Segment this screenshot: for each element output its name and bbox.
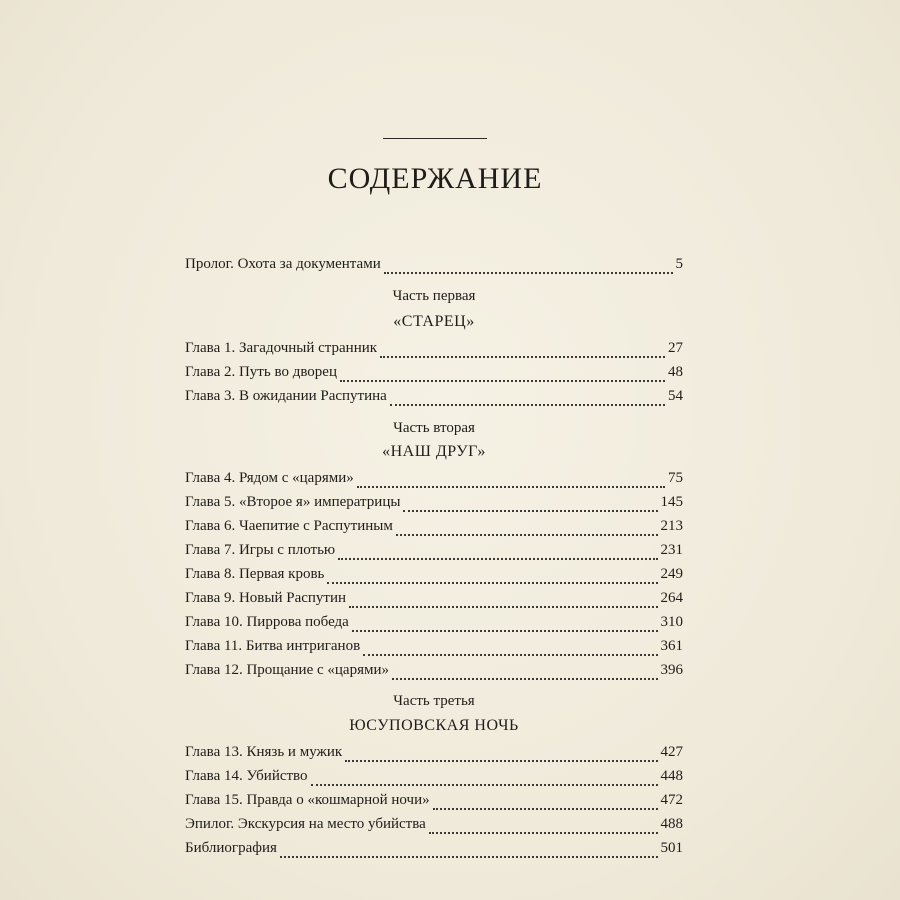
toc-entry-label: Глава 2. Путь во дворец [185,364,337,380]
dot-leader [280,855,658,858]
toc-entry-label: Глава 1. Загадочный странник [185,340,378,356]
toc-entry-label: Глава 8. Первая кровь [185,566,325,582]
toc-entry-page: 361 [660,638,683,654]
dot-leader [327,581,657,584]
toc-entry-chapter-2[interactable] [185,364,683,388]
toc-entry-page: 231 [660,542,683,558]
part-heading: Часть вторая [393,420,475,436]
toc-entry-chapter-9[interactable] [185,590,683,614]
dot-leader [396,533,658,536]
toc-entry-page: 249 [660,566,683,582]
toc-entry-page: 427 [660,744,683,760]
part-title: «СТАРЕЦ» [393,313,475,330]
toc-entry-label: Глава 5. «Второе я» императрицы [185,494,401,510]
toc-entry-chapter-6[interactable] [185,518,683,542]
dot-leader [390,403,665,406]
toc-entry-chapter-12[interactable] [185,662,683,686]
toc-entry-chapter-14[interactable] [185,768,683,792]
toc-entry-label: Библиография [185,840,277,856]
dot-leader [340,379,665,382]
toc-entry-label: Глава 11. Битва интриганов [185,638,361,654]
toc-entry-page: 27 [668,340,683,356]
toc-entry-chapter-13[interactable] [185,744,683,768]
part-title: «НАШ ДРУГ» [382,443,486,460]
dot-leader [352,629,658,632]
toc-entry-page: 472 [660,792,683,808]
toc-entry-page: 501 [660,840,683,856]
toc-entry-chapter-7[interactable] [185,542,683,566]
toc-entry-label: Глава 4. Рядом с «царями» [185,470,354,486]
toc-entry-page: 448 [660,768,683,784]
toc-entry-page: 75 [668,470,683,486]
toc-entry-page: 264 [660,590,683,606]
toc-entry-chapter-8[interactable] [185,566,683,590]
toc-entry-label: Глава 3. В ожидании Распутина [185,388,387,404]
dot-leader [338,557,657,560]
toc-entry-chapter-5[interactable] [185,494,683,518]
toc-entry-bibliography[interactable] [185,840,683,864]
page-title: СОДЕРЖАНИЕ [327,162,543,195]
toc-entry-page: 5 [675,256,683,272]
dot-leader [357,485,665,488]
toc-entry-label: Глава 12. Прощание с «царями» [185,662,389,678]
toc-entry-chapter-10[interactable] [185,614,683,638]
dot-leader [433,807,658,810]
toc-entry-prologue[interactable] [185,256,683,280]
toc-entry-label: Глава 10. Пиррова победа [185,614,349,630]
toc-entry-chapter-1[interactable] [185,340,683,364]
dot-leader [392,677,658,680]
dot-leader [349,605,657,608]
dot-leader [384,271,673,274]
toc-entry-chapter-4[interactable] [185,470,683,494]
dot-leader [403,509,657,512]
toc-entry-label: Глава 15. Правда о «кошмарной ночи» [185,792,430,808]
toc-entry-page: 488 [660,816,683,832]
dot-leader [311,783,658,786]
toc-entry-label: Глава 6. Чаепитие с Распутиным [185,518,393,534]
part-title: ЮСУПОВСКАЯ НОЧЬ [349,717,519,734]
toc-entry-label: Эпилог. Экскурсия на место убийства [185,816,426,832]
toc-entry-page: 310 [660,614,683,630]
toc-entry-chapter-3[interactable] [185,388,683,412]
dot-leader [363,653,657,656]
part-heading: Часть третья [393,693,475,709]
toc-entry-chapter-11[interactable] [185,638,683,662]
dot-leader [429,831,658,834]
toc-entry-page: 54 [668,388,683,404]
toc-entry-label: Пролог. Охота за документами [185,256,381,272]
toc-entry-chapter-15[interactable] [185,792,683,816]
toc-entry-epilogue[interactable] [185,816,683,840]
toc-entry-page: 145 [660,494,683,510]
toc-entry-label: Глава 14. Убийство [185,768,308,784]
toc-entry-label: Глава 7. Игры с плотью [185,542,336,558]
part-heading: Часть первая [392,288,476,304]
dot-leader [345,759,657,762]
title-rule [383,138,487,139]
toc-entry-page: 48 [668,364,683,380]
toc-entry-page: 396 [660,662,683,678]
toc-entry-label: Глава 13. Князь и мужик [185,744,343,760]
toc-entry-label: Глава 9. Новый Распутин [185,590,347,606]
dot-leader [380,355,665,358]
toc-entry-page: 213 [660,518,683,534]
